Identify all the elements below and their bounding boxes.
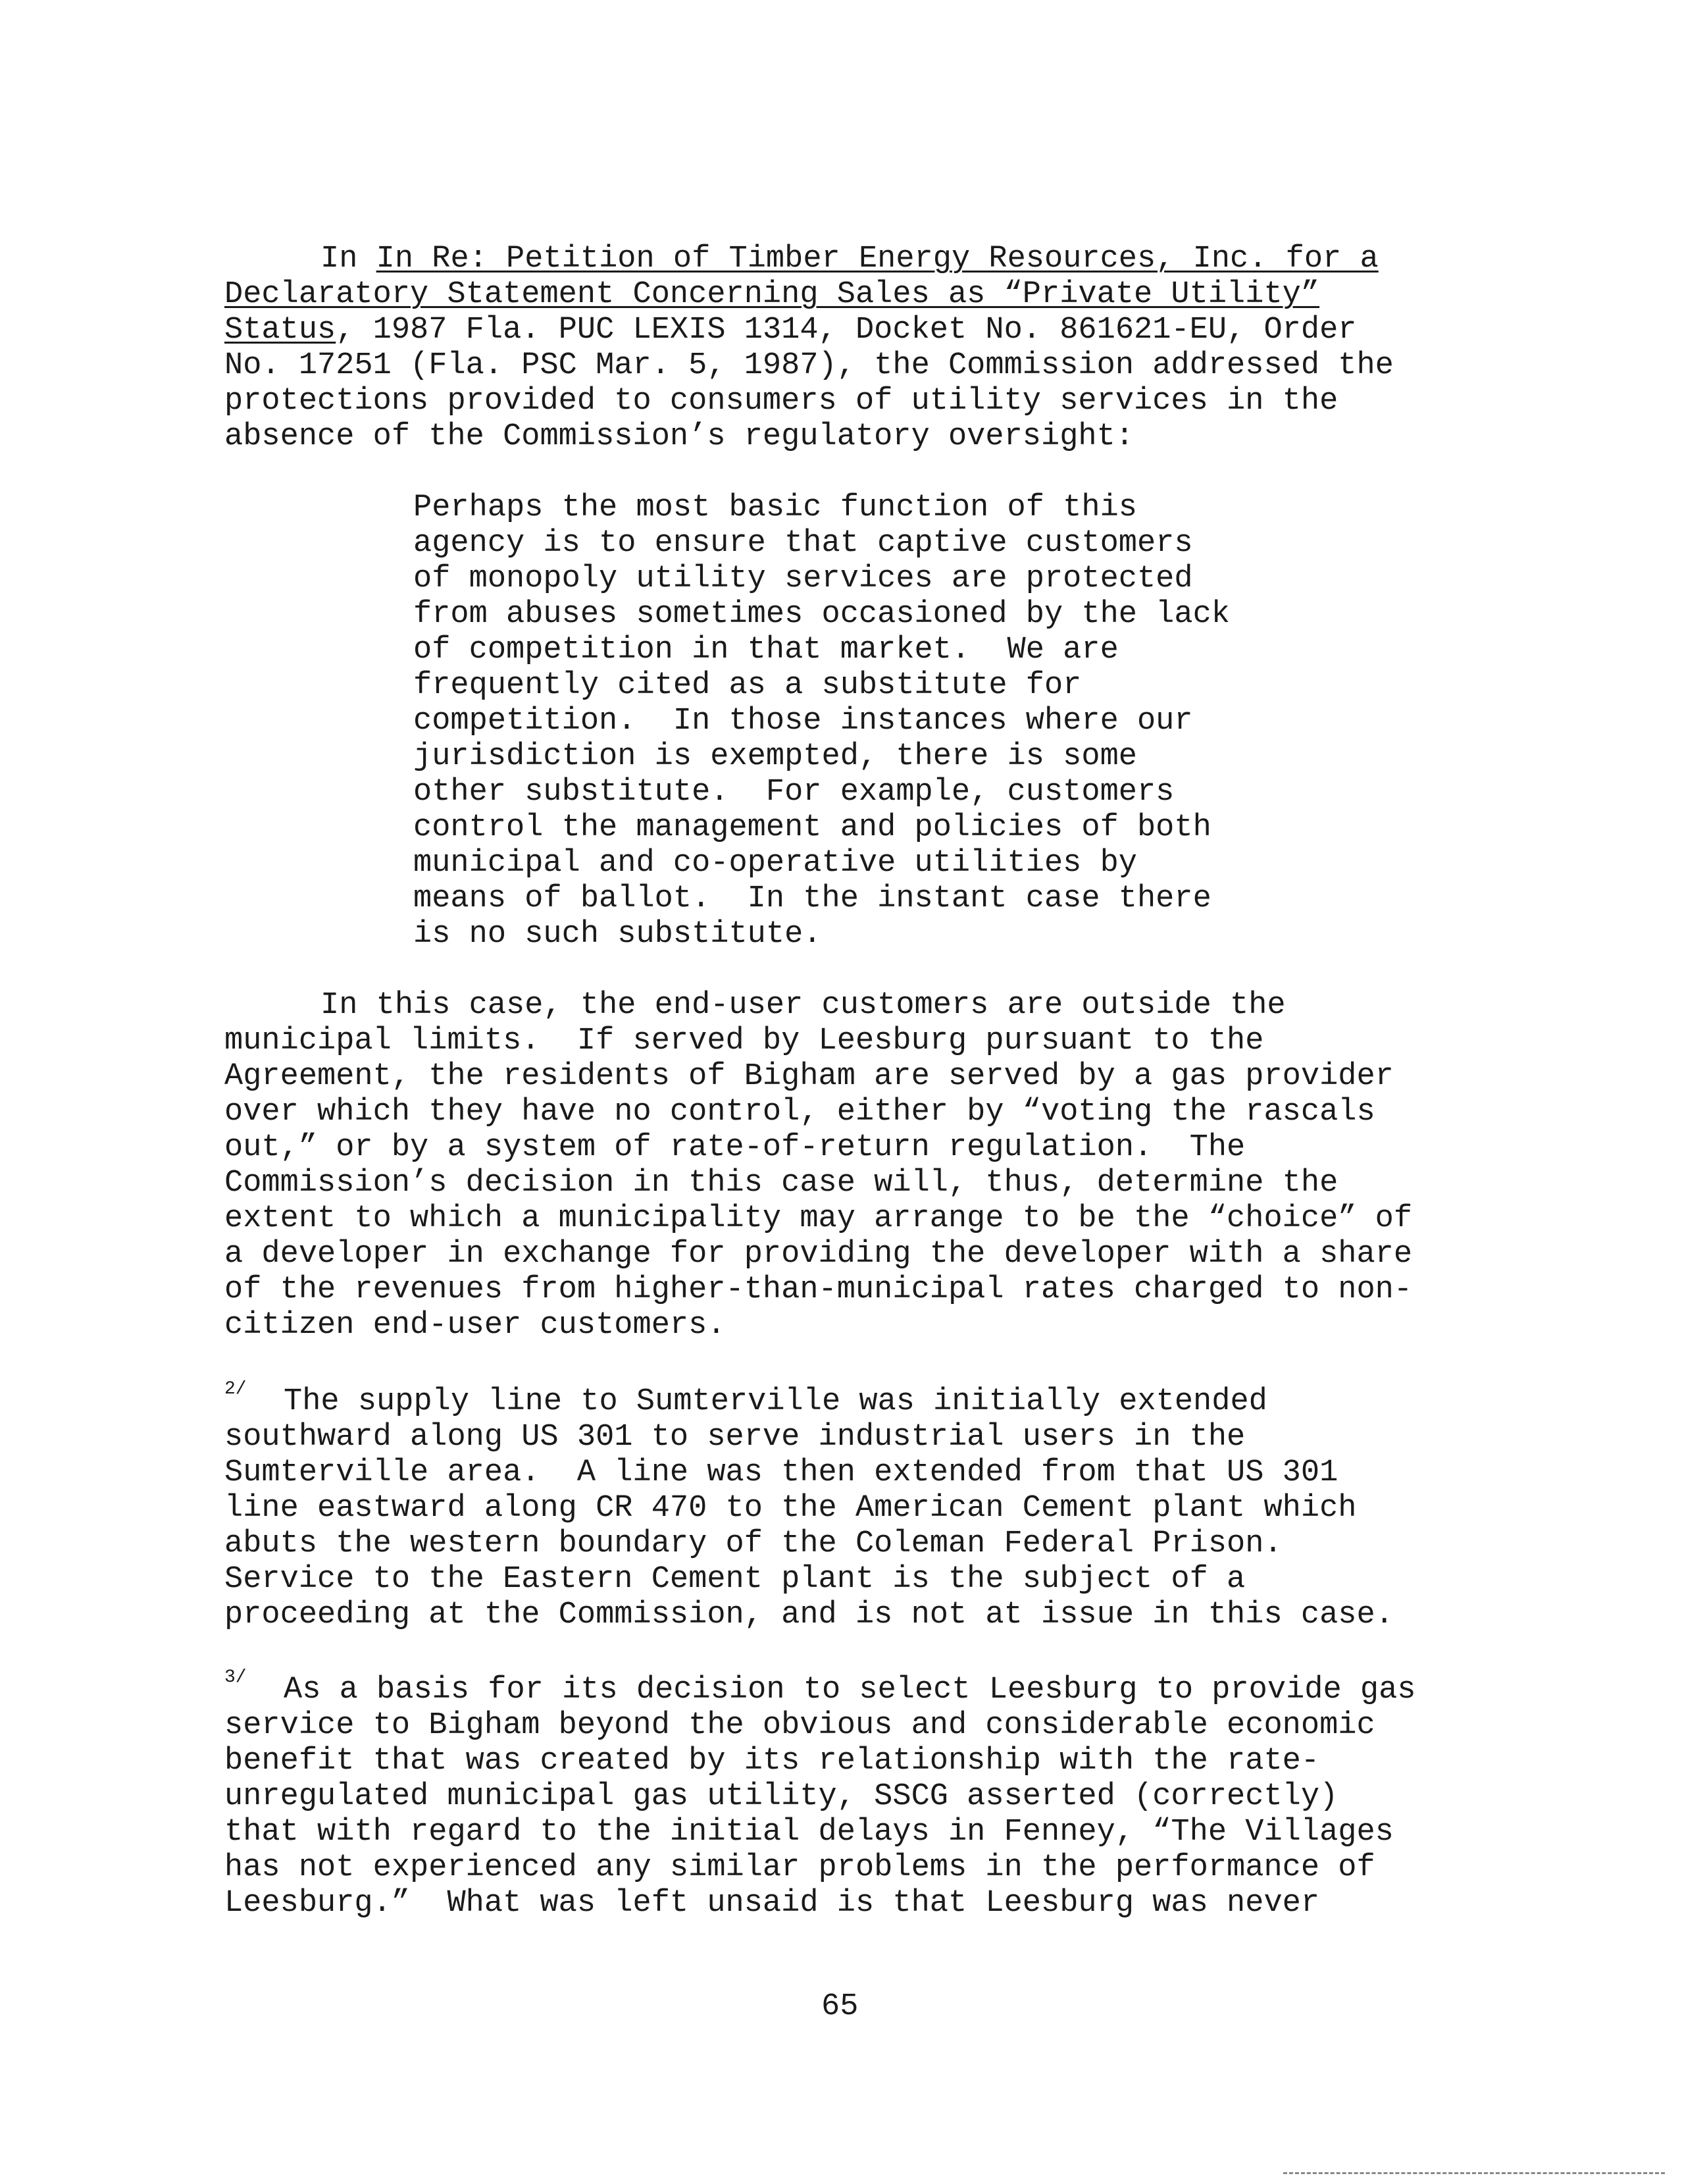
text-line: proceeding at the Commission, and is not at issue in this case. (224, 1598, 1394, 1632)
text-line: has not experienced any similar problems in the performance of (224, 1850, 1375, 1885)
quote-line: municipal and co-operative utilities by (413, 846, 1137, 881)
case-citation: Declaratory Statement Concerning Sales as “Private Utility” (224, 277, 1320, 312)
quote-line: Perhaps the most basic function of this (413, 490, 1137, 525)
quote-line: of competition in that market. We are (413, 633, 1119, 667)
text-line: of the revenues from higher-than-municipal rates charged to non- (224, 1272, 1413, 1307)
text-line: extent to which a municipality may arrange to be the “choice” of (224, 1201, 1413, 1236)
quote-line: of monopoly utility services are protected (413, 561, 1193, 596)
text-line: line eastward along CR 470 to the American Cement plant which (224, 1491, 1357, 1526)
text-line: absence of the Commission’s regulatory oversight: (224, 419, 1134, 454)
quote-line: other substitute. For example, customers (413, 775, 1175, 810)
text-line: abuts the western boundary of the Coleman Federal Prison. (224, 1526, 1283, 1561)
quote-line: is no such substitute. (413, 917, 822, 952)
footnote-marker: 2/ (224, 1379, 247, 1399)
text-line: $^{3/}$ As a basis for its decision to select Leesburg to provide gas (224, 1667, 1416, 1707)
text-line: No. 17251 (Fla. PSC Mar. 5, 1987), the Commission addressed the (224, 348, 1394, 383)
quote-line: from abuses sometimes occasioned by the lack (413, 597, 1231, 632)
quote-line: agency is to ensure that captive customers (413, 526, 1193, 561)
text-line: a developer in exchange for providing the developer with a share (224, 1237, 1413, 1272)
text-line: Agreement, the residents of Bigham are served by a gas provider (224, 1059, 1394, 1094)
text-line: municipal limits. If served by Leesburg pursuant to the (224, 1024, 1264, 1058)
quote-line: control the management and policies of both (413, 810, 1211, 845)
text-line: Leesburg.” What was left unsaid is that Leesburg was never (224, 1886, 1320, 1921)
text-line: over which they have no control, either by “voting the rascals (224, 1095, 1375, 1130)
text-line: unregulated municipal gas utility, SSCG asserted (correctly) (224, 1779, 1338, 1814)
text-line: Service to the Eastern Cement plant is the subject of a (224, 1562, 1246, 1597)
quote-line: frequently cited as a substitute for (413, 668, 1082, 703)
text-line: service to Bigham beyond the obvious and considerable economic (224, 1708, 1375, 1743)
text-line: Commission’s decision in this case will, thus, determine the (224, 1166, 1338, 1201)
case-citation: In Re: Petition of Timber Energy Resources, Inc. for a (376, 242, 1379, 276)
quote-line: jurisdiction is exempted, there is some (413, 739, 1137, 774)
text-line (224, 277, 1319, 313)
text-line: out,” or by a system of rate-of-return regulation. The (224, 1130, 1246, 1165)
quote-line: competition. In those instances where our (413, 704, 1193, 739)
text-line: In this case, the end-user customers are outside the (320, 988, 1286, 1023)
page-number: 65 (821, 1989, 859, 2024)
text-line: benefit that was created by its relationship with the rate- (224, 1744, 1320, 1779)
text-line: Status, 1987 Fla. PUC LEXIS 1314, Docket No. 861621-EU, Order (224, 313, 1357, 348)
footnote-marker: 3/ (224, 1667, 247, 1688)
text-line: southward along US 301 to serve industrial users in the (224, 1420, 1246, 1455)
scan-artifact-divider (1283, 2172, 1665, 2177)
text-line: $^{2/}$ The supply line to Sumterville was initially extended (224, 1379, 1267, 1419)
quote-line: means of ballot. In the instant case there (413, 881, 1211, 916)
text-line: protections provided to consumers of utility services in the (224, 384, 1338, 419)
text-line: citizen end-user customers. (224, 1308, 726, 1343)
text-line: In In Re: Petition of Timber Energy Resources, Inc. for a (320, 242, 1379, 276)
text-line: Sumterville area. A line was then extended from that US 301 (224, 1455, 1338, 1490)
case-citation: Status (224, 313, 336, 348)
text-line: that with regard to the initial delays in Fenney, “The Villages (224, 1815, 1394, 1850)
